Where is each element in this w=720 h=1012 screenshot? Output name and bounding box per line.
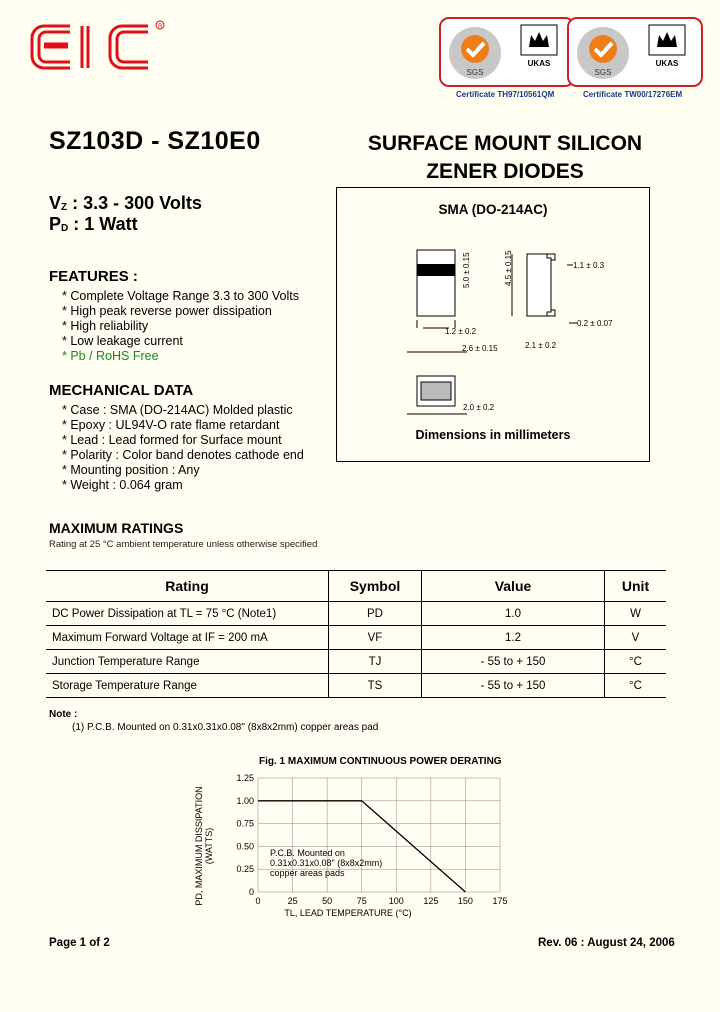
- table-row: Maximum Forward Voltage at IF = 200 mA VF 1.2 V: [46, 626, 666, 650]
- page-number: Page 1 of 2: [49, 937, 110, 949]
- col-symbol: Symbol: [329, 571, 422, 602]
- x-tick-label: 0: [255, 896, 261, 906]
- package-title: SMA (DO-214AC): [438, 202, 548, 217]
- x-tick-label: 50: [322, 896, 333, 906]
- y-tick-label: 1.25: [236, 773, 254, 783]
- chart-ticks: [236, 773, 507, 906]
- chart-annotation-2: 0.31x0.31x0.08" (8x8x2mm): [270, 858, 383, 868]
- list-item: * Lead : Lead formed for Surface mount: [62, 433, 282, 447]
- ukas-mark: UKAS: [639, 23, 695, 81]
- dim-bottom: 2.0 ± 0.2: [463, 403, 495, 412]
- main-title: SURFACE MOUNT SILICON ZENER DIODES: [367, 132, 643, 183]
- crown-icon: [519, 23, 559, 57]
- features-heading: FEATURES :: [49, 268, 138, 285]
- dim-side-width: 2.1 ± 0.2: [525, 341, 557, 350]
- rohs-item: * Pb / RoHS Free: [62, 349, 159, 363]
- svg-text:R: R: [158, 24, 163, 30]
- list-item: * Mounting position : Any: [62, 463, 200, 477]
- table-row: DC Power Dissipation at TL = 75 °C (Note1) PD 1.0 W: [46, 602, 666, 626]
- note-body: (1) P.C.B. Mounted on 0.31x0.31x0.08" (8x8x2mm) copper areas pad: [72, 722, 379, 733]
- list-item: * High peak reverse power dissipation: [62, 304, 272, 318]
- svg-text:SGS: SGS: [594, 68, 612, 77]
- x-tick-label: 25: [287, 896, 298, 906]
- x-tick-label: 100: [388, 896, 404, 906]
- pd-spec: $P_D$ : 1 Watt: [49, 214, 138, 234]
- vz-spec: $V_Z$ : 3.3 - 300 Volts: [49, 193, 202, 213]
- mechanical-heading: MECHANICAL DATA: [49, 382, 194, 399]
- list-item: * Weight : 0.064 gram: [62, 478, 183, 492]
- dim-length: 2.6 ± 0.15: [462, 344, 498, 353]
- dim-body-width: 1.2 ± 0.2: [445, 327, 477, 336]
- y-tick-label: 1.00: [236, 795, 254, 806]
- list-item: * Epoxy : UL94V-O rate flame retardant: [62, 418, 280, 432]
- chart-x-label: TL, LEAD TEMPERATURE (°C): [284, 908, 412, 918]
- x-tick-label: 125: [423, 896, 439, 906]
- certificate-label-qm: Certificate TH97/10561QM: [456, 90, 555, 99]
- col-rating: Rating: [46, 571, 329, 602]
- x-tick-label: 150: [457, 896, 473, 906]
- dim-body-height: 5.0 ± 0.15: [462, 252, 471, 288]
- table-row: Junction Temperature Range TJ - 55 to + 150 °C: [46, 650, 666, 674]
- revision-date: Rev. 06 : August 24, 2006: [538, 937, 675, 949]
- list-item: * Complete Voltage Range 3.3 to 300 Volts: [62, 289, 299, 303]
- list-item: * Case : SMA (DO-214AC) Molded plastic: [62, 403, 293, 417]
- chart-y-label-2: (WATTS): [204, 827, 214, 865]
- y-tick-label: 0.25: [236, 864, 254, 875]
- dim-lead-height: 4.5 ± 0.15: [504, 250, 513, 286]
- ratings-heading: MAXIMUM RATINGS: [49, 520, 184, 536]
- x-tick-label: 75: [356, 896, 367, 906]
- eic-logo: [30, 18, 170, 76]
- chart-y-label-1: PD, MAXIMUM DISSIPATION: [194, 786, 204, 906]
- dim-lead-gap: 0.2 ± 0.07: [577, 319, 613, 328]
- mechanical-list: [62, 403, 304, 493]
- col-value: Value: [422, 571, 605, 602]
- certificate-badge-em: [567, 17, 703, 87]
- ukas-mark: UKAS: [511, 23, 567, 81]
- dim-lead-thickness: 1.1 ± 0.3: [573, 261, 605, 270]
- note-heading: Note :: [49, 709, 78, 720]
- y-tick-label: 0.50: [236, 841, 254, 852]
- table-header-row: [46, 571, 666, 602]
- chart-annotation-3: copper areas pads: [270, 868, 345, 878]
- package-caption: Dimensions in millimeters: [415, 428, 571, 442]
- sgs-badge-icon: [575, 25, 631, 81]
- y-tick-label: 0.75: [236, 818, 254, 829]
- certificate-label-em: Certificate TW00/17276EM: [583, 90, 683, 99]
- list-item: * Low leakage current: [62, 334, 183, 348]
- svg-text:SGS: SGS: [466, 68, 484, 77]
- list-item: * High reliability: [62, 319, 149, 333]
- col-unit: Unit: [605, 571, 667, 602]
- ratings-note: Rating at 25 °C ambient temperature unless otherwise specified: [49, 539, 318, 550]
- part-number-range: SZ103D - SZ10E0: [49, 127, 261, 155]
- certificate-badge-qm: [439, 17, 575, 87]
- features-list: [62, 289, 299, 364]
- crown-icon: [647, 23, 687, 57]
- chart-title: Fig. 1 MAXIMUM CONTINUOUS POWER DERATING: [259, 756, 502, 767]
- sgs-badge-icon: [447, 25, 503, 81]
- x-tick-label: 175: [492, 896, 508, 906]
- package-drawing: [337, 188, 649, 461]
- y-tick-label: 0: [248, 887, 254, 897]
- chart-annotation-1: P.C.B. Mounted on: [270, 848, 345, 858]
- ratings-table: [46, 570, 666, 698]
- table-row: Storage Temperature Range TS - 55 to + 150 °C: [46, 674, 666, 698]
- list-item: * Polarity : Color band denotes cathode end: [62, 448, 304, 462]
- package-outline-box: [336, 187, 650, 462]
- power-derating-chart: [180, 768, 520, 918]
